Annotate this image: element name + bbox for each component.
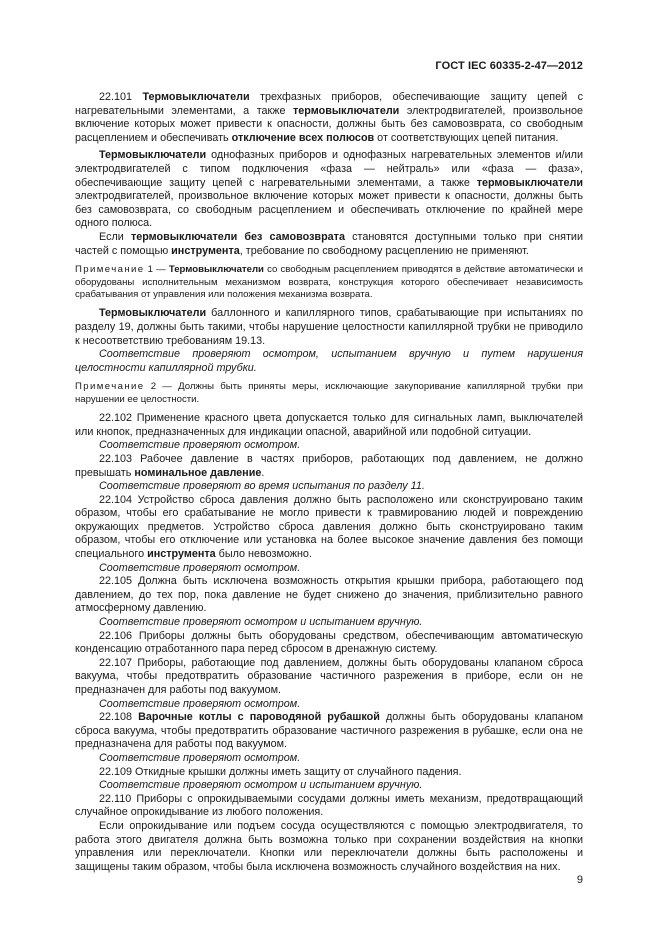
document-header: ГОСТ IEC 60335-2-47—2012 bbox=[435, 60, 583, 72]
paragraph-capillary: Термовыключатели баллонного и капиллярного типов, срабатывающие при испытаниях по разделу 19, должны быть такими, чтобы нарушение целостности капиллярной трубки не приводило к несоответствию требованиям 19.13. bbox=[75, 307, 583, 347]
page-number: 9 bbox=[576, 874, 583, 886]
compliance-22-102: Соответствие проверяют осмотром. bbox=[99, 439, 301, 452]
paragraph-22-102: 22.102 Применение красного цвета допускается только для сигнальных ламп, выключателей или кнопок, предназначенных для индикации опасной, аварийной или подобной ситуации. bbox=[75, 412, 583, 438]
compliance-22-103: Соответствие проверяют во время испытания по разделу 11. bbox=[99, 480, 425, 493]
paragraph-22-103: 22.103 Рабочее давление в частях приборов, работающих под давлением, не должно превышать номинальное давление. bbox=[75, 452, 583, 479]
paragraph-non-self-resetting: Если термовыключатели без самовозврата становятся доступными только при снятии частей с помощью инструмента, требование по свободному расцеплению не применяют. bbox=[75, 230, 583, 257]
compliance-22-109: Соответствие проверяют осмотром и испытанием вручную. bbox=[99, 779, 423, 792]
compliance-22-105: Соответствие проверяют осмотром и испытанием вручную. bbox=[99, 616, 423, 629]
compliance-22-104: Соответствие проверяют осмотром. bbox=[99, 561, 301, 574]
note-2: Примечание 2 — Должны быть приняты меры, исключающие закупоривание капиллярной трубки при нарушении ее целостности. bbox=[75, 381, 583, 405]
document-body bbox=[75, 91, 583, 874]
compliance-22-107: Соответствие проверяют осмотром. bbox=[99, 697, 301, 710]
note-1: Примечание 1 — Термовыключатели со свободным расцеплением приводятся в действие автоматически и оборудованы исполнительным механизмом возврата, конструкция которого обеспечивает независимость срабатывания от управления или положения механизма возврата. bbox=[75, 264, 583, 300]
paragraph-22-109: 22.109 Откидные крышки должны иметь защиту от случайного падения. bbox=[99, 765, 462, 778]
compliance-22-108: Соответствие проверяют осмотром. bbox=[99, 751, 301, 764]
paragraph-22-108: 22.108 Варочные котлы с пароводяной рубашкой должны быть оборудованы клапаном сброса вакуума, чтобы предотвратить образование частичного разрежения в рубашке, если она не предназначена для работы под вакуумом. bbox=[75, 711, 584, 751]
paragraph-single-phase: Термовыключатели однофазных приборов и однофазных нагревательных элементов и/или электродвигателей с типом подключения «фаза — нейтраль» или «фаза — фаза», обеспечивающие защиту цепей с нагревательными элементами, а также термовыключатели электродвигателей, произвольное включение которых может привести к опасности, должны быть без самовозврата, со свободным расцеплением и обеспечивать отключение по крайней мере одного полюса. bbox=[75, 149, 583, 230]
paragraph-22-105: 22.105 Должна быть исключена возможность открытия крышки прибора, работающего под давлением, до тех пор, пока давление не будет снижено до значения, приблизительно равного атмосферному давлению. bbox=[75, 575, 583, 615]
paragraph-tilting-motor: Если опрокидывание или подъем сосуда осуществляются с помощью электродвигателя, то работа этого двигателя должна быть возможна только при сохранении воздействия на кнопки управления или переключатели. Кнопки или переключатели должны быть расположены и защищены таким образом, чтобы была исключена возможность случайного воздействия на них. bbox=[75, 819, 583, 873]
compliance-capillary: Соответствие проверяют осмотром, испытанием вручную и путем нарушения целостности капиллярной трубки. bbox=[75, 348, 583, 374]
paragraph-22-104: 22.104 Устройство сброса давления должно быть расположено или сконструировано таким образом, чтобы его срабатывание не могло привести к травмированию людей и повреждению окружающих предметов. Устройство сброса давления должно быть сконструировано таким образом, чтобы его отключение или установка на более высокое значение давления без помощи специального инструмента было невозможно. bbox=[75, 493, 583, 561]
paragraph-22-107: 22.107 Приборы, работающие под давлением, должны быть оборудованы клапаном сброса вакуума, чтобы предотвратить образование частичного разрежения в приборе, если он не предназначен для работы под вакуумом. bbox=[75, 656, 583, 696]
paragraph-22-110: 22.110 Приборы с опрокидываемыми сосудами должны иметь механизм, предотвращающий случайное опрокидывание из любого положения. bbox=[75, 792, 583, 819]
paragraph-22-101: 22.101 Термовыключатели трехфазных приборов, обеспечивающие защиту цепей с нагревательными элементами, а также термовыключатели электродвигателей, произвольное включение которых может привести к опасности, должны быть без самовозврата, со свободным расцеплением и обеспечивать отключение всех полюсов от соответствующих цепей питания. bbox=[75, 91, 583, 144]
paragraph-22-106: 22.106 Приборы должны быть оборудованы средством, обеспечивающим автоматическую конденсацию отработанного пара перед сбросом в дренажную систему. bbox=[75, 629, 583, 656]
